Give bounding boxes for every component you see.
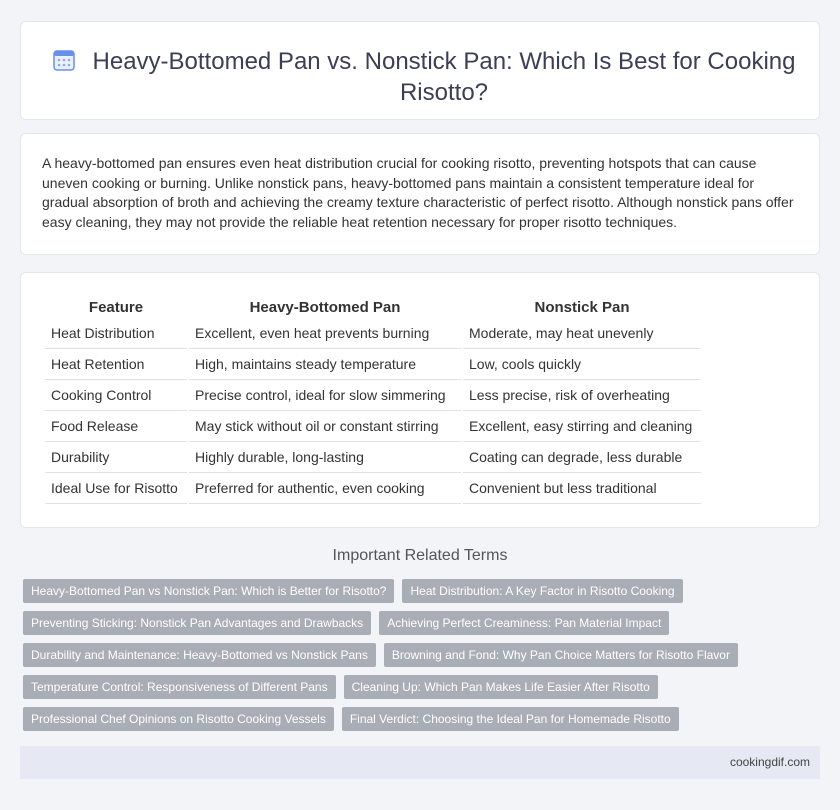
footer <box>20 746 820 779</box>
feature-cell: Durability <box>45 442 187 473</box>
tag-row <box>23 611 813 635</box>
related-terms-heading: Important Related Terms <box>332 547 508 564</box>
nonstick-cell: Less precise, risk of overheating <box>463 380 701 411</box>
nonstick-cell: Excellent, easy stirring and cleaning <box>463 411 701 442</box>
related-term-tag[interactable]: Heavy-Bottomed Pan vs Nonstick Pan: Which is Better for Risotto? <box>23 579 394 603</box>
header-feature: Feature <box>88 298 144 316</box>
related-term-tag[interactable]: Temperature Control: Responsiveness of Different Pans <box>23 675 336 699</box>
comparison-card <box>20 272 820 528</box>
calendar-icon <box>52 48 76 72</box>
header-nonstick: Nonstick Pan <box>534 298 630 316</box>
table-row <box>45 442 701 473</box>
related-term-tag[interactable]: Final Verdict: Choosing the Ideal Pan for Homemade Risotto <box>342 707 679 731</box>
tag-row <box>23 579 813 603</box>
related-term-tag[interactable]: Achieving Perfect Creaminess: Pan Material Impact <box>379 611 669 635</box>
nonstick-cell: Convenient but less traditional <box>463 473 701 504</box>
table-row <box>45 318 701 349</box>
heavy-bottomed-cell: Preferred for authentic, even cooking <box>189 473 461 504</box>
table-header-row <box>45 296 701 318</box>
tag-row <box>23 643 813 667</box>
comparison-table <box>43 296 703 504</box>
feature-cell: Heat Retention <box>45 349 187 380</box>
table-row <box>45 380 701 411</box>
table-row <box>45 349 701 380</box>
heavy-bottomed-cell: Precise control, ideal for slow simmering <box>189 380 461 411</box>
heavy-bottomed-cell: Highly durable, long-lasting <box>189 442 461 473</box>
tag-row <box>23 675 813 699</box>
intro-card <box>20 133 820 255</box>
footer-site-link[interactable]: cookingdif.com <box>729 755 810 769</box>
table-row <box>45 411 701 442</box>
related-term-tag[interactable]: Heat Distribution: A Key Factor in Risotto Cooking <box>402 579 682 603</box>
heavy-bottomed-cell: High, maintains steady temperature <box>189 349 461 380</box>
related-term-tag[interactable]: Professional Chef Opinions on Risotto Cooking Vessels <box>23 707 334 731</box>
related-terms-list <box>23 579 813 739</box>
feature-cell: Heat Distribution <box>45 318 187 349</box>
feature-cell: Food Release <box>45 411 187 442</box>
feature-cell: Ideal Use for Risotto <box>45 473 187 504</box>
nonstick-cell: Low, cools quickly <box>463 349 701 380</box>
nonstick-cell: Moderate, may heat unevenly <box>463 318 701 349</box>
nonstick-cell: Coating can degrade, less durable <box>463 442 701 473</box>
heavy-bottomed-cell: Excellent, even heat prevents burning <box>189 318 461 349</box>
page-title: Heavy-Bottomed Pan vs. Nonstick Pan: Which Is Best for Cooking Risotto? <box>92 48 796 106</box>
related-term-tag[interactable]: Durability and Maintenance: Heavy-Bottomed vs Nonstick Pans <box>23 643 376 667</box>
feature-cell: Cooking Control <box>45 380 187 411</box>
related-term-tag[interactable]: Cleaning Up: Which Pan Makes Life Easier After Risotto <box>344 675 658 699</box>
heavy-bottomed-cell: May stick without oil or constant stirring <box>189 411 461 442</box>
related-term-tag[interactable]: Browning and Fond: Why Pan Choice Matters for Risotto Flavor <box>384 643 738 667</box>
tag-row <box>23 707 813 731</box>
table-row <box>45 473 701 504</box>
title-card <box>20 21 820 120</box>
intro-paragraph: A heavy-bottomed pan ensures even heat distribution crucial for cooking risotto, preventing hotspots that can cause uneven cooking or burning. Unlike nonstick pans, heavy-bottomed pans maintain a consistent temperature ideal for gradual absorption of broth and achieving the creamy texture characteristic of perfect risotto. Although nonstick pans offer easy cleaning, they may not provide the reliable heat retention necessary for proper risotto techniques. <box>42 155 794 230</box>
header-heavy-bottomed: Heavy-Bottomed Pan <box>249 298 401 316</box>
related-term-tag[interactable]: Preventing Sticking: Nonstick Pan Advantages and Drawbacks <box>23 611 371 635</box>
